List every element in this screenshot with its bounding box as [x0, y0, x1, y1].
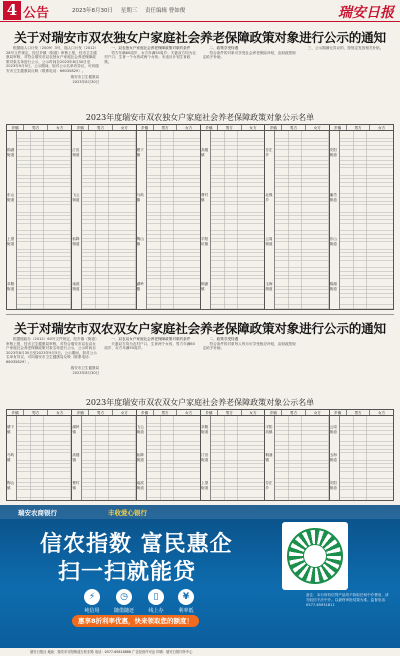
issue-editor: 责任编辑 曹如俊 — [145, 8, 186, 14]
notice2-signature: 瑞安市卫生健康局 — [70, 365, 100, 370]
table-column: 乡镇 男方 女方 云周街道 玉海街道 安阳街道 — [329, 410, 393, 500]
issue-meta — [72, 6, 191, 14]
notice2-paragraph: 根据瑞政办（2012）60号文件规定，经乡镇（街道）审核上报，经市卫生健康局审核，对符合瑞安市双农双女户家庭社会养老保障政策对象名单进行公示，公示时间自2023年8月30日至2023年9月5日。公示期间，如对公示名单有异议，可向瑞安市卫生健康局反映（联系电话：66035829）。 — [6, 337, 99, 364]
newspaper-logo: 瑞安日报 — [338, 5, 394, 21]
table-header: 乡镇 男方 女方 — [201, 125, 264, 131]
notice1-paragraph: 根据瑞人口计发（2009）3号，瑞人口计发（2012）28号文件规定，经过乡镇（街道）审核上报，经市卫生健康局审核，对符合瑞安市双农独女户家庭社会养老保障政策对象名单进行公示，公示时间自2023年8月30日至2023年9月5日。公示期间，如对公示名单有异议，可向瑞安市卫生健康局反映（联系电话：66035829）。 — [6, 46, 99, 73]
notice2-body — [6, 337, 394, 395]
qr-code-icon — [287, 528, 343, 584]
notice2-headline: 关于对瑞安市双农双女户家庭社会养老保障政策对象进行公示的通知 — [14, 321, 386, 336]
page-number: 4 — [3, 1, 21, 20]
ad-title: 信农指数 富民惠企 — [40, 532, 233, 557]
table-header: 乡镇 男方 女方 — [330, 410, 393, 416]
ad-topbar — [0, 505, 400, 519]
bank-advertisement — [0, 505, 400, 656]
notice1-col-3 — [203, 46, 296, 106]
notice1-paragraph: 男方年满60周岁、女方年满55周岁；夫妻双方均为农村户口；生育一个女孩或两个女孩；未违反计划生育政策。 — [104, 50, 196, 64]
table-header: 乡镇 男方 女方 — [265, 410, 328, 416]
table-column: 乡镇 男方 女方 塘下镇 马屿镇 陶山镇 湖岭镇 — [136, 125, 200, 309]
phone-icon: ▯ — [148, 589, 164, 605]
ad-note: 备注：本行所有信贷产品均不收取任何中介费用，请勿轻信不法中介。以最终审批结果为准。监督电话：0577-65931811 — [306, 593, 389, 607]
notice2-name-table — [6, 409, 394, 501]
coin-icon: ¥ — [178, 589, 194, 605]
notice2-paragraph: 一、双农双女户家庭社会养老保障政策对象的条件 — [111, 337, 191, 341]
notice1-col-2 — [104, 46, 197, 106]
notice2-col-4 — [301, 337, 394, 395]
table-column: 乡镇 男方 女方 汀田街道 飞云街道 仙降街道 南滨街道 — [71, 125, 135, 309]
lightning-icon: ⚡ — [84, 589, 100, 605]
table-column: 乡镇 男方 女方 锦湖街道 东山街道 上望街道 莘塍街道 — [7, 125, 71, 309]
bank-logo-primary: 瑞安农商银行 — [18, 509, 57, 517]
issue-weekday: 星期三 — [120, 8, 138, 14]
notice1-paragraph: 二、政策享受待遇 — [209, 46, 239, 50]
qr-code[interactable] — [282, 522, 348, 590]
notice2-paragraph: 符合条件的对象每人每月可享受相应补贴，由财政按规定给予补助。 — [202, 341, 296, 351]
notice1-name-table — [6, 124, 394, 310]
section-title: 公告 — [23, 6, 50, 21]
promo-banner[interactable]: 惠享8折利率优惠，快来领取您的额度！ — [72, 615, 199, 627]
notice2-signature-date: 2023年8月30日 — [72, 371, 100, 376]
feature-label: 利率低 — [178, 608, 194, 614]
notice1-headline: 关于对瑞安市双农独女户家庭社会养老保障政策对象进行公示的通知 — [14, 30, 386, 45]
notice1-table-title: 2023年度瑞安市双农独女户家庭社会养老保障政策对象公示名单 — [85, 113, 315, 122]
page-footer: 瑞安日报社 地址：瑞安市安阳街道万松东路 电话：0577-65818888 广告经营许可证 印刷：瑞安日报印务中心 — [0, 648, 400, 656]
clock-icon: ◷ — [116, 589, 132, 605]
table-header: 乡镇 男方 女方 — [7, 125, 71, 131]
table-header: 乡镇 男方 女方 — [72, 125, 135, 131]
feature-item — [148, 589, 164, 614]
table-header: 乡镇 男方 女方 — [265, 125, 328, 131]
feature-label: 随借随还 — [114, 608, 135, 614]
notice1-signature: 瑞安市卫生健康局 — [70, 74, 100, 79]
table-column: 乡镇 男方 女方 塘下镇 马屿镇 陶山镇 — [7, 410, 71, 500]
notice2-paragraph: 夫妻双方均为农村户口，生育两个女孩，男方年满60周岁、女方年满55周岁。 — [104, 341, 195, 351]
notice2-paragraph: 二、政策享受待遇 — [209, 337, 239, 341]
table-column: 乡镇 男方 女方 莘塍街道 汀田街道 上望街道 — [200, 410, 264, 500]
table-column: 乡镇 男方 女方 湖岭镇 高楼镇 曹村镇 — [71, 410, 135, 500]
section-divider — [6, 314, 394, 315]
feature-item — [114, 589, 134, 614]
notice1-paragraph: 符合条件的对象可享受社会养老保险补贴，由财政按规定给予补助。 — [202, 50, 296, 60]
issue-date: 2023年8月30日 — [72, 8, 113, 14]
feature-label: 线上办 — [148, 608, 164, 614]
notice2-col-1 — [6, 337, 99, 395]
table-header: 乡镇 男方 女方 — [137, 410, 200, 416]
masthead — [0, 0, 400, 22]
notice2-col-3 — [203, 337, 296, 395]
table-column: 乡镇 男方 女方 平阳坑镇 桐浦镇 芳庄乡 — [264, 410, 328, 500]
table-column: 乡镇 男方 女方 芳庄乡 北麂乡 云周街道 玉海街道 — [264, 125, 328, 309]
ad-subtitle: 扫一扫就能贷 — [58, 560, 197, 585]
table-header: 乡镇 男方 女方 — [330, 125, 393, 131]
notice2-col-2 — [104, 337, 197, 395]
table-header: 乡镇 男方 女方 — [201, 410, 264, 416]
feature-item — [178, 589, 194, 614]
notice1-paragraph: 三、公示期满无异议的，按规定发放相关补贴。 — [307, 46, 384, 50]
table-column: 乡镇 男方 女方 高楼镇 曹村镇 平阳坑镇 桐浦镇 — [200, 125, 264, 309]
ad-features — [84, 589, 194, 614]
table-header: 乡镇 男方 女方 — [72, 410, 135, 416]
notice1-body — [6, 46, 394, 106]
table-column: 乡镇 男方 女方 飞云街道 仙降街道 南滨街道 — [136, 410, 200, 500]
notice1-col-1 — [6, 46, 99, 106]
bank-logo-secondary: 丰收爱心银行 — [108, 509, 147, 517]
notice2-table-title: 2023年度瑞安市双农双女户家庭社会养老保障政策对象公示名单 — [85, 398, 315, 407]
table-column: 乡镇 男方 女方 安阳街道 潘岱街道 东山街道 锦湖街道 — [329, 125, 393, 309]
table-header: 乡镇 男方 女方 — [7, 410, 71, 416]
notice1-signature-date: 2023年8月30日 — [72, 80, 100, 85]
feature-item — [84, 589, 100, 614]
notice1-col-4 — [301, 46, 394, 106]
table-header: 乡镇 男方 女方 — [137, 125, 200, 131]
notice1-paragraph: 一、双农独女户家庭社会养老保障政策对象的条件 — [111, 46, 191, 50]
feature-label: 纯信用 — [84, 608, 100, 614]
